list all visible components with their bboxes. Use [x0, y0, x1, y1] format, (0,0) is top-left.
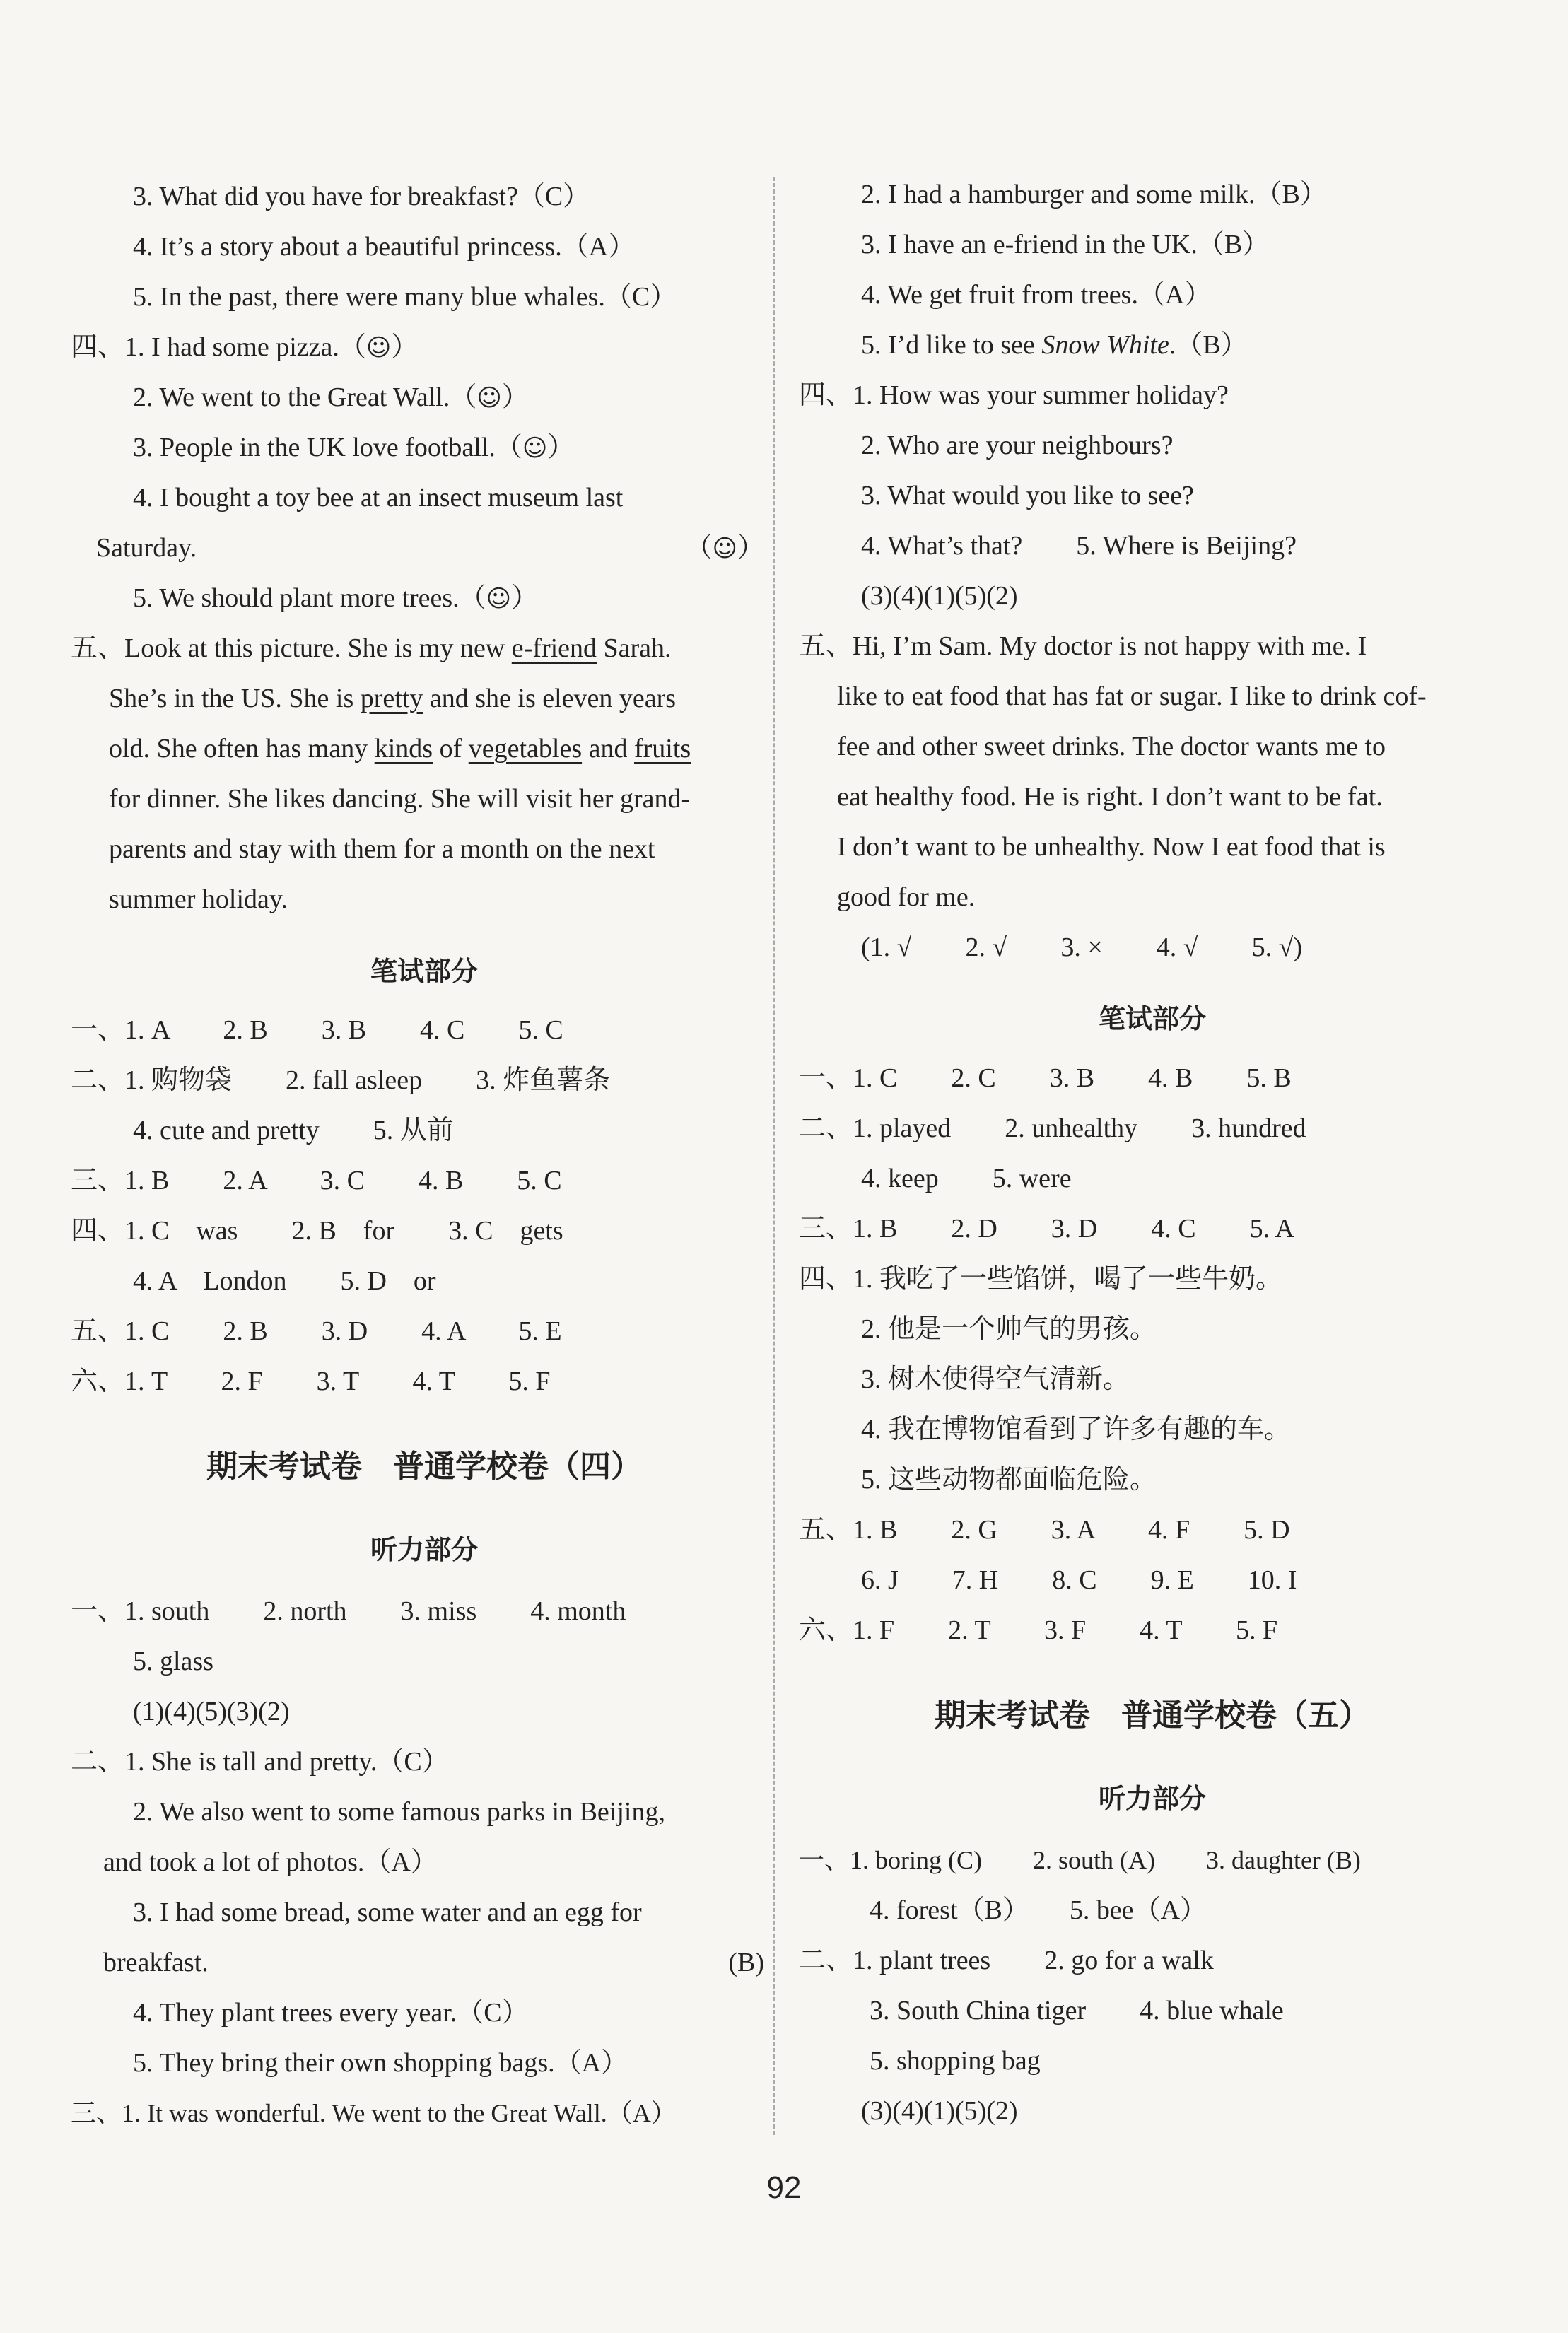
answer-line: 五、1. B 2. G 3. A 4. F 5. D	[799, 1515, 1290, 1545]
answer-line: 一、1. A 2. B 3. B 4. C 5. C	[71, 1015, 563, 1045]
answer-line: 二、1. She is tall and pretty.（C）	[71, 1747, 449, 1777]
passage-line: like to eat food that has fat or sugar. I like to drink cof-	[837, 682, 1427, 711]
answer-line: 5. In the past, there were many blue whales.（C）	[133, 282, 677, 312]
answer-line: 2. We also went to some famous parks in Beijing,	[133, 1797, 665, 1827]
passage-line: for dinner. She likes dancing. She will visit her grand-	[109, 784, 691, 814]
answer-line: 3. I have an e-friend in the UK.（B）	[861, 230, 1270, 259]
answer-line: 2. Who are your neighbours?	[861, 431, 1174, 460]
answer-line: 三、1. B 2. D 3. D 4. C 5. A	[799, 1214, 1294, 1244]
answer-line: 一、1. boring (C) 2. south (A) 3. daughter (B)	[799, 1846, 1361, 1874]
passage-line: I don’t want to be unhealthy. Now I eat food that is	[837, 832, 1386, 862]
answer-line: 5. 这些动物都面临危险。	[861, 1465, 1157, 1495]
answer-line: 二、1. plant trees 2. go for a walk	[799, 1946, 1214, 1975]
answer-line: 三、1. It was wonderful. We went to the Great Wall.（A）	[71, 2099, 677, 2127]
passage-line: She’s in the US. She is pretty and she is eleven years	[109, 684, 677, 713]
passage-line: 五、Hi, I’m Sam. My doctor is not happy with me. I	[799, 631, 1367, 661]
answer-line: 4. 我在博物馆看到了许多有趣的车。	[861, 1415, 1292, 1444]
smiley-face-icon: ☺	[365, 334, 392, 362]
answer-line: 3. I had some bread, some water and an egg for	[133, 1898, 642, 1927]
underlined-word: fruits	[633, 734, 691, 764]
answer-line: 5. We should plant more trees.（☺）	[133, 582, 538, 615]
answer-line: 3. What did you have for breakfast?（C）	[133, 182, 590, 211]
answer-line: 4. cute and pretty 5. 从前	[133, 1116, 454, 1145]
passage-line: summer holiday.	[109, 884, 288, 914]
answer-line: 5. I’d like to see Snow White.（B）	[861, 330, 1248, 360]
section-heading: 听力部分	[1098, 1783, 1206, 1814]
answer-line: 二、1. 购物袋 2. fall asleep 3. 炸鱼薯条	[71, 1065, 611, 1095]
answer-line: (1. √ 2. √ 3. × 4. √ 5. √)	[861, 932, 1303, 962]
answer-line: 4. They plant trees every year.（C）	[133, 1998, 529, 2028]
answer-line: 四、1. I had some pizza.（☺）	[71, 331, 418, 364]
answer-line: 5. shopping bag	[870, 2046, 1041, 2076]
passage-line: good for me.	[837, 882, 976, 912]
answer-line: 3. 树木使得空气清新。	[861, 1364, 1130, 1394]
answer-line: 5. They bring their own shopping bags.（A）	[133, 2048, 628, 2078]
answer-line: 四、1. C was 2. B for 3. C gets	[71, 1216, 563, 1246]
underlined-word: pretty	[360, 684, 423, 713]
answer-line: 4. A London 5. D or	[133, 1266, 436, 1296]
answer-line: 4. I bought a toy bee at an insect museum last	[133, 483, 624, 513]
section-heading: 笔试部分	[1098, 1003, 1206, 1034]
answer-line: 一、1. south 2. north 3. miss 4. month	[71, 1596, 626, 1626]
passage-line: fee and other sweet drinks. The doctor wants me to	[837, 732, 1386, 761]
answer-line: 3. South China tiger 4. blue whale	[870, 1996, 1284, 2025]
smiley-face-icon: ☺	[522, 434, 548, 462]
answer-line: (1)(4)(5)(3)(2)	[133, 1697, 290, 1726]
answer-line: 三、1. B 2. A 3. C 4. B 5. C	[71, 1166, 562, 1195]
answer-line: breakfast. (B)	[103, 1948, 764, 1977]
answer-line: 5. glass	[133, 1647, 213, 1676]
exam-title: 期末考试卷 普通学校卷（四）	[206, 1449, 642, 1485]
answer-line: Saturday. （☺）	[96, 532, 764, 564]
answer-line: 4. It’s a story about a beautiful princess.（A）	[133, 232, 636, 262]
underlined-word: kinds	[374, 734, 433, 764]
answer-line: 2. We went to the Great Wall.（☺）	[133, 381, 529, 414]
smiley-face-icon: ☺	[486, 585, 512, 613]
answer-line: 6. J 7. H 8. C 9. E 10. I	[861, 1565, 1297, 1595]
passage-line: parents and stay with them for a month on the next	[109, 834, 655, 864]
answer-line: (3)(4)(1)(5)(2)	[861, 581, 1018, 611]
underlined-word: e-friend	[511, 633, 597, 663]
smiley-face-icon: ☺	[712, 534, 737, 563]
answer-line: 二、1. played 2. unhealthy 3. hundred	[799, 1113, 1306, 1143]
answer-line: 六、1. F 2. T 3. F 4. T 5. F	[799, 1615, 1278, 1645]
column-divider	[773, 177, 775, 2135]
answer-line: 四、1. 我吃了一些馅饼，喝了一些牛奶。	[799, 1264, 1283, 1294]
answer-line: 一、1. C 2. C 3. B 4. B 5. B	[799, 1063, 1292, 1093]
passage-line: eat healthy food. He is right. I don’t want to be fat.	[837, 782, 1383, 812]
answer-line: 4. We get fruit from trees.（A）	[861, 280, 1212, 310]
answer-line: 4. keep 5. were	[861, 1164, 1072, 1193]
answer-line: 五、1. C 2. B 3. D 4. A 5. E	[71, 1316, 562, 1346]
answer-line: 2. 他是一个帅气的男孩。	[861, 1314, 1157, 1344]
answer-line: and took a lot of photos.（A）	[103, 1847, 438, 1877]
underlined-word: vegetables	[468, 734, 583, 764]
answer-line: 六、1. T 2. F 3. T 4. T 5. F	[71, 1367, 551, 1396]
page-number: 92	[766, 2170, 802, 2205]
answer-line: 4. What’s that? 5. Where is Beijing?	[861, 531, 1297, 561]
answer-line: (3)(4)(1)(5)(2)	[861, 2096, 1018, 2126]
passage-line: old. She often has many kinds of vegetables and fruits	[109, 734, 691, 764]
section-heading: 听力部分	[370, 1534, 478, 1565]
answer-line: 四、1. How was your summer holiday?	[799, 380, 1229, 410]
passage-line: 五、Look at this picture. She is my new e-friend Sarah.	[71, 633, 672, 663]
answer-line: 3. People in the UK love football.（☺）	[133, 431, 574, 464]
answer-line: 2. I had a hamburger and some milk.（B）	[861, 180, 1327, 209]
answer-line: 4. forest（B） 5. bee（A）	[870, 1895, 1207, 1925]
exam-title: 期末考试卷 普通学校卷（五）	[935, 1697, 1370, 1733]
smiley-face-icon: ☺	[476, 384, 502, 412]
section-heading: 笔试部分	[370, 956, 478, 987]
answer-line: 3. What would you like to see?	[861, 481, 1195, 510]
